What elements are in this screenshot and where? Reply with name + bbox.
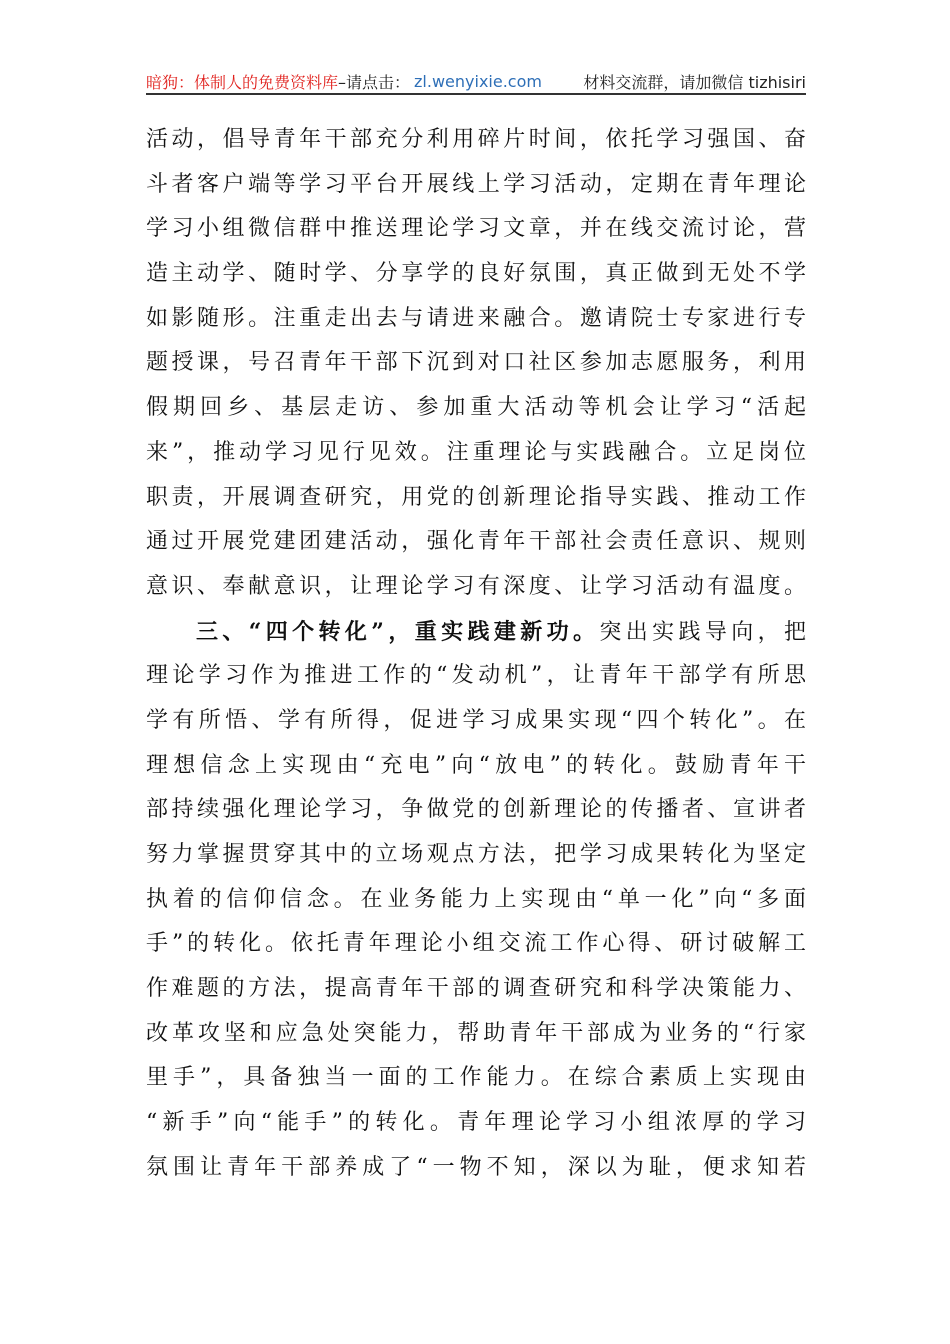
text-line: 活动，倡导青年干部充分利用碎片时间，依托学习强国、奋	[146, 127, 806, 152]
text-line: 努力掌握贯穿其中的立场观点方法，把学习成果转化为坚定	[146, 842, 806, 867]
text-line: 执着的信仰信念。在业务能力上实现由“单一化”向“多面	[146, 886, 806, 912]
text-line: “新手”向“能手”的转化。青年理论学习小组浓厚的学习	[146, 1110, 806, 1136]
text-line: 学习小组微信群中推送理论学习文章，并在线交流讨论，营	[146, 216, 806, 242]
header-url-link[interactable]: zl.wenyixie.com	[414, 71, 542, 91]
header-divider	[146, 93, 806, 95]
text-line: 假期回乡、基层走访、参加重大活动等机会让学习“活起	[146, 395, 806, 421]
text-line: 如影随形。注重走出去与请进来融合。邀请院士专家进行专	[146, 305, 806, 331]
text-line: 手”的转化。依托青年理论小组交流工作心得、研讨破解工	[146, 931, 806, 957]
text-line: 意识、奉献意识，让理论学习有深度、让学习活动有温度。	[146, 573, 806, 599]
text-line: 氛围让青年干部养成了“一物不知，深以为耻，便求知若	[146, 1154, 806, 1180]
text-line: 通过开展党建团建活动，强化青年干部社会责任意识、规则	[146, 529, 806, 555]
text-line: 理想信念上实现由“充电”向“放电”的转化。鼓励青年干	[146, 752, 806, 778]
text-line: 题授课，号召青年干部下沉到对口社区参加志愿服务，利用	[146, 350, 806, 376]
document-body	[146, 118, 806, 1191]
text-line: 学有所悟、学有所得，促进学习成果实现“四个转化”。在	[146, 707, 806, 733]
text-line: 理论学习作为推进工作的“发动机”，让青年干部学有所思	[146, 663, 806, 689]
section-first-rest: 突出实践导向，把	[599, 619, 806, 645]
text-line: 里手”，具备独当一面的工作能力。在综合素质上实现由	[146, 1065, 806, 1091]
text-line: 斗者客户端等学习平台开展线上学习活动，定期在青年理论	[146, 171, 806, 197]
text-line: 部持续强化理论学习，争做党的创新理论的传播者、宣讲者	[146, 797, 806, 823]
header-prompt: –请点击：	[338, 72, 411, 92]
text-line: 改革攻坚和应急处突能力，帮助青年干部成为业务的“行家	[146, 1020, 806, 1046]
text-line: 职责，开展调查研究，用党的创新理论指导实践、推动工作	[146, 484, 806, 510]
page-header	[146, 68, 806, 94]
section-first-line	[146, 610, 806, 655]
header-brand: 暗狗：体制人的免费资料库	[146, 72, 339, 92]
text-line: 来”，推动学习见行见效。注重理论与实践融合。立足岗位	[146, 439, 806, 465]
header-contact: 材料交流群，请加微信 tizhisiri	[583, 72, 806, 92]
text-line: 造主动学、随时学、分享学的良好氛围，真正做到无处不学	[146, 261, 806, 287]
section-heading: 三、“四个转化”，重实践建新功。	[196, 618, 600, 645]
text-line: 作难题的方法，提高青年干部的调查研究和科学决策能力、	[146, 976, 806, 1002]
